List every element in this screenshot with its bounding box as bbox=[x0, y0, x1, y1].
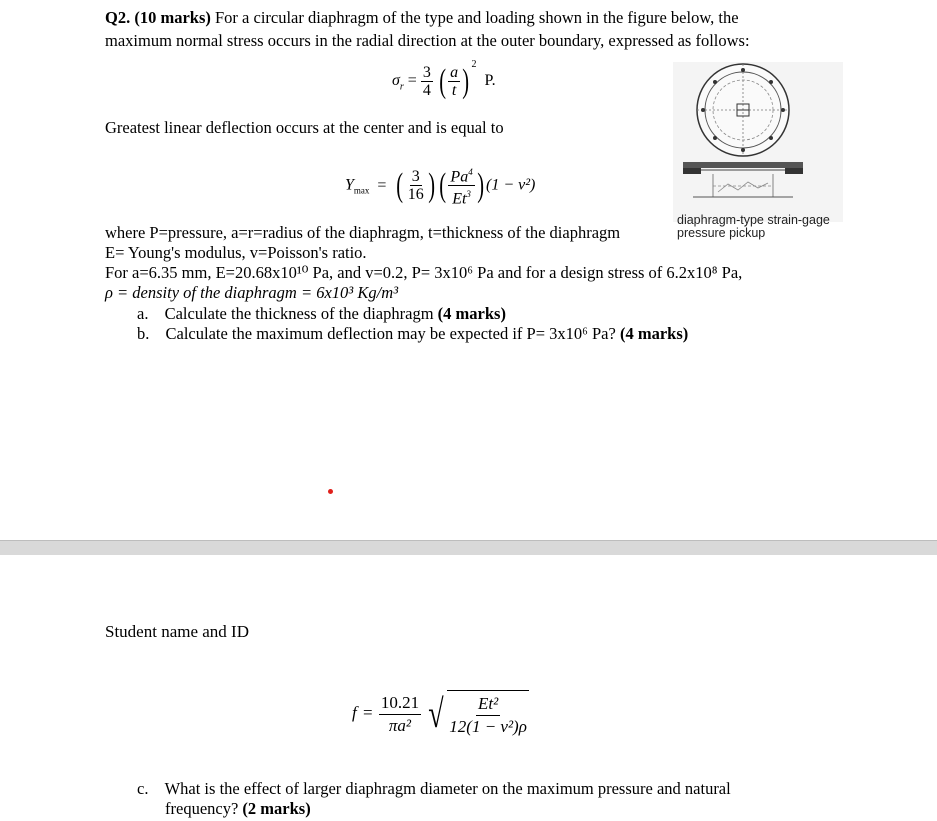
part-b-marks: (4 marks) bbox=[619, 324, 689, 343]
diaphragm-diagram bbox=[673, 62, 843, 222]
part-c-marks: (2 marks) bbox=[242, 799, 311, 818]
deflection-ratio-den: Et bbox=[452, 190, 467, 208]
part-b-text: Calculate the maximum deflection may be expected if P= 3x10⁶ Pa? bbox=[165, 324, 616, 343]
stress-power: 2 bbox=[471, 58, 477, 70]
stress-tail: P. bbox=[484, 72, 496, 90]
part-a-text: Calculate the thickness of the diaphragm bbox=[164, 304, 434, 323]
part-a bbox=[137, 304, 506, 324]
deflection-line: Greatest linear deflection occurs at the center and is equal to bbox=[105, 118, 504, 137]
deflection-coef-num: 3 bbox=[411, 168, 420, 186]
frequency-den: πa² bbox=[388, 715, 412, 735]
f-symbol: f bbox=[352, 702, 357, 722]
stress-ratio bbox=[448, 64, 460, 99]
deflection-formula: $Y_{max}$ = ( $\frac{3}{16}$ ) ( $\frac{Pa^4}{Et^3}$ ) (1 − v²) bbox=[345, 164, 535, 208]
deflection-ratio bbox=[448, 164, 474, 208]
y-subscript: max bbox=[353, 185, 370, 196]
frequency-num: 10.21 bbox=[379, 692, 421, 715]
density-line: ρ = density of the diaphragm = 6x10³ Kg/m³ bbox=[105, 283, 399, 302]
sigma-symbol: σ bbox=[392, 72, 400, 90]
frequency-root bbox=[447, 690, 529, 738]
page-separator bbox=[0, 541, 937, 555]
question-intro-line-1 bbox=[105, 8, 739, 28]
deflection-ratio-num-pow: 4 bbox=[468, 167, 473, 177]
frequency-formula bbox=[352, 690, 529, 738]
diaphragm-figure bbox=[673, 62, 843, 247]
where-line: where P=pressure, a=r=radius of the diaphragm, t=thickness of the diaphragm bbox=[105, 223, 621, 242]
part-a-label: a. bbox=[137, 304, 149, 323]
part-c-text-1: What is the effect of larger diaphragm diameter on the maximum pressure and natural bbox=[164, 779, 731, 798]
red-dot-marker bbox=[328, 489, 333, 494]
root-num: Et² bbox=[476, 693, 500, 716]
part-b bbox=[137, 324, 688, 344]
stress-coef-num: 3 bbox=[422, 64, 431, 81]
deflection-tail: (1 − v²) bbox=[486, 176, 536, 194]
part-a-marks: (4 marks) bbox=[437, 304, 506, 323]
frequency-coefficient bbox=[379, 692, 421, 737]
deflection-coef-den: 16 bbox=[407, 186, 424, 204]
part-c bbox=[137, 779, 731, 799]
stress-formula: $\sigma_r$ = $\frac{3}{4}$ ( $\frac{a}{t}$ ) $^2$ P. bbox=[392, 58, 496, 100]
frequency-equals: = bbox=[362, 702, 373, 722]
figure-caption-1: diaphragm-type strain-gage bbox=[677, 213, 830, 227]
figure-caption-2: pressure pickup bbox=[677, 226, 766, 240]
given-line: For a=6.35 mm, E=20.68x10¹⁰ Pa, and v=0.2, P= 3x10⁶ Pa and for a design stress of 6.2x10⁸ Pa, bbox=[105, 263, 743, 282]
root-den: 12(1 − v²)ρ bbox=[449, 717, 527, 736]
deflection-coefficient bbox=[406, 168, 426, 203]
deflection-equals: = bbox=[377, 176, 387, 194]
y-symbol: Y bbox=[345, 176, 354, 194]
stress-coefficient bbox=[421, 64, 433, 99]
intro-text-1: For a circular diaphragm of the type and loading shown in the figure below, the bbox=[215, 8, 739, 27]
stress-ratio-den: t bbox=[451, 82, 457, 99]
sqrt-sign: √ bbox=[428, 691, 444, 736]
stress-coef-den: 4 bbox=[422, 82, 431, 99]
deflection-ratio-num: Pa bbox=[450, 168, 469, 186]
part-c-label: c. bbox=[137, 779, 149, 798]
student-name-line: Student name and ID bbox=[105, 622, 249, 641]
question-title: Q2. (10 marks) bbox=[105, 8, 211, 27]
deflection-ratio-den-pow: 3 bbox=[466, 189, 471, 200]
stress-equals: = bbox=[407, 72, 417, 90]
sigma-subscript: r bbox=[399, 81, 404, 93]
intro-text-2: maximum normal stress occurs in the radial direction at the outer boundary, expressed as follows: bbox=[105, 31, 750, 50]
part-c-line-2 bbox=[165, 799, 311, 819]
modulus-line: E= Young's modulus, v=Poisson's ratio. bbox=[105, 243, 367, 262]
stress-ratio-num: a bbox=[450, 64, 459, 81]
part-c-text-2: frequency? bbox=[165, 799, 239, 818]
part-b-label: b. bbox=[137, 324, 150, 343]
